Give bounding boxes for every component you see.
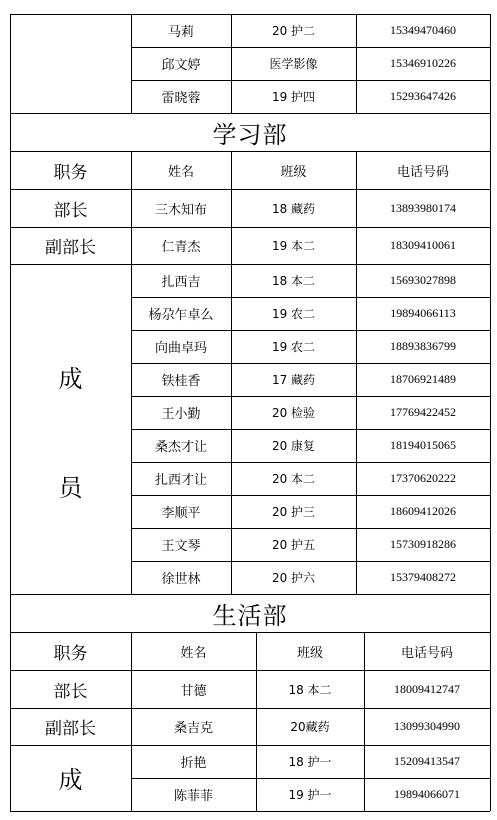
life-member-phone: 19894066071 (394, 787, 460, 801)
top-row-class: 医学影像 (269, 57, 318, 71)
study-member-phone: 17370620222 (390, 471, 456, 485)
life-minister-role: 部长 (53, 681, 88, 702)
rule (10, 811, 490, 812)
study-member-phone: 19894066113 (390, 306, 456, 320)
study-member-phone: 15379408272 (390, 570, 456, 584)
study-header-class: 班级 (280, 164, 307, 180)
study-member-phone: 18194015065 (390, 438, 456, 452)
study-member-name: 李顺平 (161, 506, 201, 521)
life-minister-class: 18 本二 (288, 682, 332, 697)
study-member-name: 向曲卓玛 (154, 341, 207, 356)
life-header-class: 班级 (296, 645, 323, 661)
study-member-name: 铁桂香 (161, 374, 201, 389)
study-member-phone: 15693027898 (390, 273, 456, 287)
top-row-name: 雷晓蓉 (161, 91, 201, 106)
top-row-class: 20 护二 (271, 24, 316, 38)
study-minister-phone: 13893980174 (390, 200, 456, 215)
study-member-class: 20 康复 (271, 439, 316, 453)
study-member-name: 桑杰才让 (154, 440, 207, 455)
study-member-class: 20 护三 (271, 505, 316, 519)
study-member-class: 20 护五 (271, 538, 316, 552)
life-deputy-class: 20藏药 (290, 720, 330, 734)
life-section-title: 生活部 (212, 601, 288, 630)
top-row-name: 马莉 (167, 25, 194, 40)
study-deputy-name: 仁青杰 (161, 240, 201, 255)
study-header-phone: 电话号码 (396, 164, 449, 180)
study-member-name: 王文琴 (161, 539, 201, 554)
study-member-class: 19 农二 (271, 307, 316, 321)
study-minister-name: 三木知布 (154, 202, 207, 218)
life-deputy-phone: 13099304990 (394, 719, 460, 733)
study-minister-class: 18 藏药 (271, 201, 316, 216)
life-header-phone: 电话号码 (400, 645, 453, 661)
life-header-role: 职务 (53, 643, 88, 664)
study-member-label: 成 (58, 364, 83, 393)
top-row-class: 19 护四 (271, 90, 316, 104)
study-section-title: 学习部 (212, 120, 288, 149)
study-member-phone: 17769422452 (390, 405, 456, 419)
top-row-phone: 15293647426 (390, 89, 456, 103)
study-deputy-role: 副部长 (45, 238, 96, 258)
life-member-name: 陈菲菲 (173, 789, 213, 804)
life-deputy-name: 桑吉克 (173, 721, 213, 736)
top-row-phone: 15346910226 (390, 56, 456, 70)
life-deputy-role: 副部长 (45, 719, 96, 739)
study-member-class: 20 本二 (271, 472, 316, 486)
life-member-name: 折艳 (180, 756, 207, 771)
study-member-name: 扎西才让 (154, 473, 207, 488)
life-minister-name: 甘德 (180, 683, 207, 699)
life-member-label: 成 (58, 765, 83, 794)
rule (490, 14, 491, 811)
study-member-name: 王小勤 (161, 407, 201, 422)
study-member-name: 徐世林 (161, 572, 201, 587)
study-member-name: 杨尕乍卓么 (148, 308, 214, 323)
study-member-class: 18 本二 (271, 274, 316, 288)
study-member-phone: 18706921489 (390, 372, 456, 386)
life-member-class: 18 护一 (288, 755, 332, 769)
life-member-phone: 15209413547 (394, 754, 460, 768)
study-deputy-phone: 18309410061 (390, 238, 456, 252)
study-deputy-class: 19 本二 (271, 239, 316, 253)
study-member-phone: 18609412026 (390, 504, 456, 518)
life-minister-phone: 18009412747 (394, 681, 460, 696)
study-minister-role: 部长 (53, 200, 88, 221)
study-member-class: 20 护六 (271, 571, 316, 585)
life-member-class: 19 护一 (288, 788, 332, 802)
study-member-phone: 18893836799 (390, 339, 456, 353)
study-header-role: 职务 (53, 162, 88, 183)
study-member-class: 20 检验 (271, 406, 316, 420)
study-member-class: 17 藏药 (271, 373, 316, 387)
study-member-phone: 15730918286 (390, 537, 456, 551)
study-member-name: 扎西吉 (161, 275, 201, 290)
top-row-phone: 15349470460 (390, 23, 456, 37)
study-header-name: 姓名 (167, 164, 194, 180)
study-member-label: 员 (58, 473, 83, 502)
life-header-name: 姓名 (180, 645, 207, 661)
top-row-name: 邱文婷 (161, 58, 201, 73)
study-member-class: 19 农二 (271, 340, 316, 354)
